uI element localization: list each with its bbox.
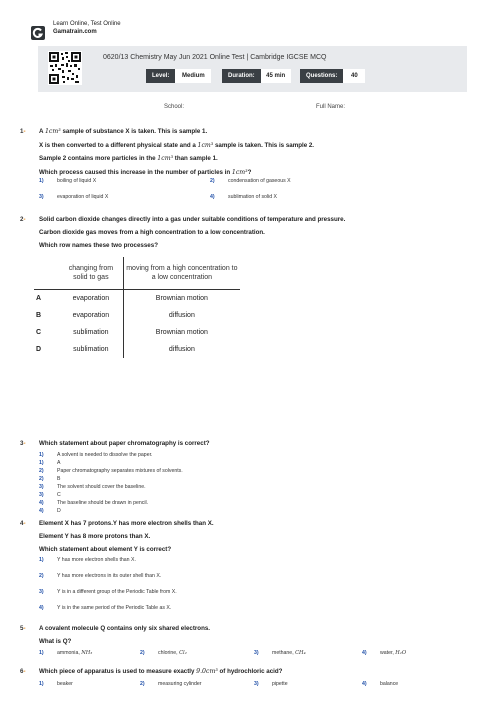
unit-formula: 1cm³: [231, 168, 248, 176]
table-cell: Brownian motion: [123, 290, 240, 308]
question-stem-line: Carbon dioxide gas moves from a high concentration to a low concentration.: [39, 229, 265, 236]
option-text: methane,: [272, 650, 296, 656]
answer-option-2[interactable]: [210, 178, 291, 184]
question-stem-line: Which row names these two processes?: [39, 242, 158, 249]
answer-option-4[interactable]: [362, 650, 406, 656]
question-number: 4-: [20, 520, 26, 527]
table-cell: sublimation: [73, 346, 109, 353]
row-label: B: [36, 312, 42, 319]
answer-option-1[interactable]: [39, 681, 73, 687]
answer-option-1[interactable]: [39, 178, 96, 184]
table-header: moving from a high concentration to a low concentration: [123, 257, 240, 290]
answer-option-3[interactable]: [254, 650, 306, 656]
answer-option-1[interactable]: [39, 557, 136, 563]
option-text: evaporation of liquid X: [57, 194, 109, 200]
question-stem-line: Solid carbon dioxide changes directly into a gas under suitable conditions of temperature and pressure.: [39, 216, 346, 223]
option-text: B: [57, 476, 61, 482]
answer-option-2[interactable]: [39, 476, 60, 482]
table-cell: diffusion: [123, 341, 240, 358]
fullname-field-label: Full Name:: [316, 104, 346, 110]
test-title: 0620/13 Chemistry May Jun 2021 Online Test | Cambridge IGCSE MCQ: [103, 54, 327, 61]
question-stem-line: Which piece of apparatus is used to measure exactly 9.0cm³ of hydrochloric acid?: [39, 668, 283, 675]
chemical-formula: Cl₂: [179, 650, 187, 656]
question-number: 6-: [20, 668, 26, 675]
row-label: D: [36, 346, 42, 353]
duration-badge: Duration: 45 min: [222, 69, 291, 83]
option-number: 2): [140, 681, 145, 687]
option-text: Paper chromatography separates mixtures of solvents.: [57, 468, 183, 474]
table-cell: evaporation: [72, 312, 110, 319]
answer-option-4[interactable]: [39, 605, 171, 611]
table-row: [34, 341, 240, 358]
answer-option-3[interactable]: [39, 194, 108, 200]
row-label: C: [36, 329, 42, 336]
level-badge: Level: Medium: [146, 69, 211, 83]
question-stem-line: A covalent molecule Q contains only six shared electrons.: [39, 625, 211, 632]
table-row: [34, 290, 240, 308]
option-text: ammonia,: [57, 650, 82, 656]
question-number: 1-: [20, 128, 26, 135]
table-row: [34, 307, 240, 324]
question-stem-line: Which statement about element Y is correct?: [39, 546, 172, 553]
question-number: 3-: [20, 440, 26, 447]
option-text: beaker: [57, 681, 73, 687]
answer-option-2[interactable]: [140, 681, 202, 687]
table-cell: diffusion: [123, 307, 240, 324]
questions-badge: Questions: 40: [300, 69, 365, 83]
answer-option-4[interactable]: [210, 194, 277, 200]
answer-option-3[interactable]: [39, 484, 146, 490]
option-number: 2): [39, 573, 44, 579]
answer-option-2[interactable]: [39, 468, 183, 474]
answer-option-2[interactable]: [140, 650, 187, 656]
brand-tagline: Learn Online, Test Online: [53, 21, 121, 27]
option-number: 3): [254, 681, 259, 687]
option-text: chlorine,: [158, 650, 180, 656]
option-number: 4): [39, 508, 44, 514]
chemical-formula: CH₄: [295, 650, 306, 656]
option-text: condensation of gaseous X: [228, 178, 291, 184]
test-header: [38, 46, 467, 92]
option-number: 4): [210, 194, 215, 200]
answer-option-1[interactable]: [39, 650, 92, 656]
answer-option-1[interactable]: [39, 452, 152, 458]
option-text: pipette: [272, 681, 288, 687]
question-stem-line: Element Y has 8 more protons than X.: [39, 533, 151, 540]
option-text: Y is in a different group of the Periodic Table from X.: [57, 589, 177, 595]
question-number: 5-: [20, 625, 26, 632]
option-number: 1): [39, 178, 44, 184]
unit-formula: 1cm³: [44, 128, 61, 135]
answer-option-1[interactable]: [39, 460, 60, 466]
question-stem-line: What is Q?: [39, 638, 72, 645]
option-number: 2): [39, 468, 44, 474]
option-text: boiling of liquid X: [57, 178, 97, 184]
option-number: 4): [362, 681, 367, 687]
answer-option-3[interactable]: [39, 492, 61, 498]
option-number: 3): [39, 194, 44, 200]
option-number: 1): [39, 557, 44, 563]
answer-option-4[interactable]: [39, 508, 61, 514]
option-number: 4): [39, 605, 44, 611]
question-stem-line: X is then converted to a different physical state and a 1cm³ sample is taken. This is sample 2.: [39, 141, 315, 149]
unit-formula: 1cm³: [157, 155, 174, 162]
gamatrain-logo-icon: [31, 26, 45, 40]
option-number: 3): [254, 650, 259, 656]
unit-formula: 9.0cm³: [196, 668, 218, 675]
question-stem-line: Which process caused this increase in the number of particles in 1cm³?: [39, 168, 252, 176]
question-stem-line: Sample 2 contains more particles in the 1cm³ than sample 1.: [39, 155, 218, 162]
row-label: A: [36, 295, 42, 302]
question-number: 2-: [20, 216, 26, 223]
option-text: A solvent is needed to dissolve the paper.: [57, 452, 153, 458]
answer-option-3[interactable]: [39, 589, 177, 595]
option-text: C: [57, 492, 61, 498]
option-text: balance: [380, 681, 399, 687]
option-text: The solvent should cover the baseline.: [57, 484, 146, 490]
option-text: D: [57, 508, 61, 514]
option-number: 2): [140, 650, 145, 656]
table-cell: sublimation: [73, 329, 109, 336]
option-text: The baseline should be drawn in pencil.: [57, 500, 149, 506]
option-number: 3): [39, 492, 44, 498]
option-number: 1): [39, 681, 44, 687]
option-text: measuring cylinder: [158, 681, 202, 687]
option-number: 1): [39, 452, 44, 458]
question-stem-line: Element X has 7 protons.Y has more electron shells than X.: [39, 520, 214, 527]
option-number: 2): [39, 476, 44, 482]
school-field-label: School:: [164, 104, 185, 110]
option-number: 1): [39, 460, 44, 466]
option-number: 4): [39, 500, 44, 506]
process-table: [34, 257, 240, 358]
option-text: A: [57, 460, 61, 466]
brand-block: [31, 20, 121, 40]
unit-formula: 1cm³: [197, 141, 214, 149]
answer-option-3[interactable]: [254, 681, 288, 687]
brand-site[interactable]: Gamatrain.com: [53, 29, 97, 35]
chemical-formula: NH₃: [81, 650, 93, 656]
answer-option-2[interactable]: [39, 573, 161, 579]
answer-option-4[interactable]: [39, 500, 148, 506]
option-number: 4): [362, 650, 367, 656]
question-stem-line: Which statement about paper chromatography is correct?: [39, 440, 210, 447]
table-cell: Brownian motion: [123, 324, 240, 341]
answer-option-4[interactable]: [362, 681, 398, 687]
option-number: 3): [39, 589, 44, 595]
option-number: 2): [210, 178, 215, 184]
table-cell: evaporation: [72, 295, 110, 302]
option-number: 3): [39, 484, 44, 490]
option-number: 1): [39, 650, 44, 656]
option-text: sublimation of solid X: [228, 194, 278, 200]
table-row: [34, 324, 240, 341]
option-text: Y is in the same period of the Periodic Table as X.: [57, 605, 172, 611]
table-header: changing from solid to gas: [59, 257, 123, 290]
option-text: Y has more electron shells than X.: [57, 557, 136, 563]
qr-code-icon: [48, 51, 82, 85]
chemical-formula: H₂O: [395, 650, 407, 656]
option-text: Y has more electrons in its outer shell than X.: [57, 573, 162, 579]
option-text: water,: [380, 650, 396, 656]
question-stem-line: A 1cm³ sample of substance X is taken. This is sample 1.: [39, 128, 208, 135]
